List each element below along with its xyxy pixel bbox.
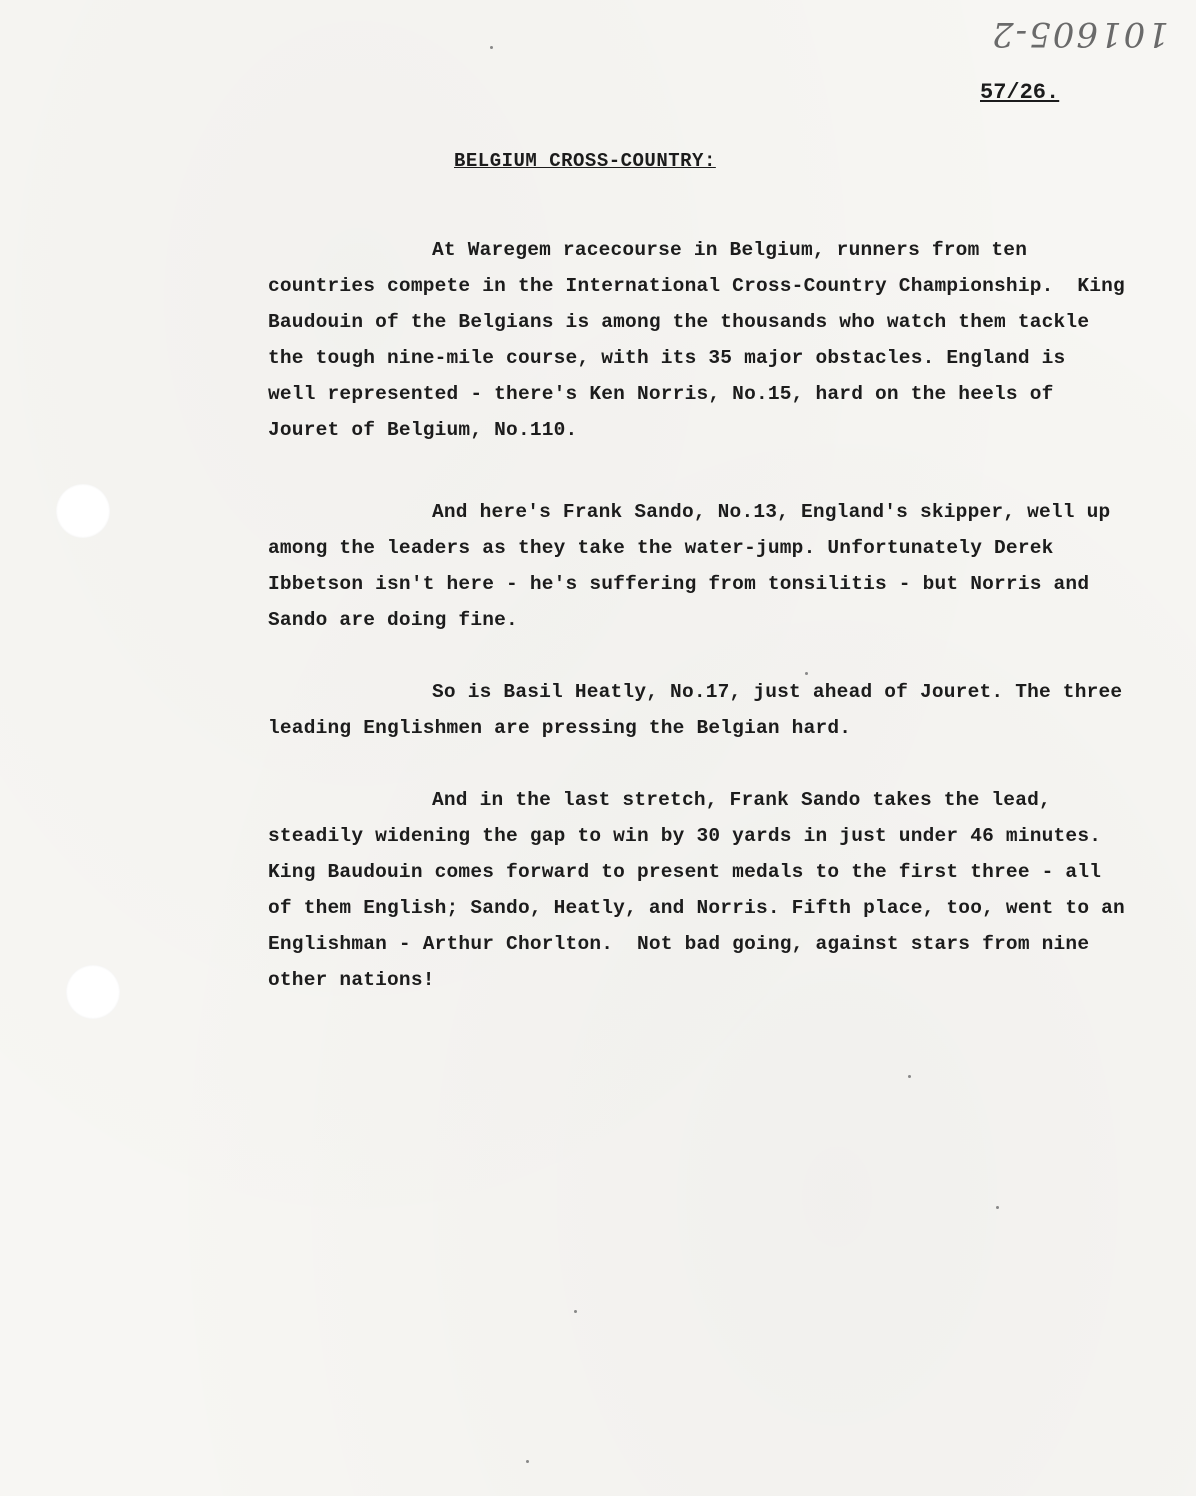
text-line: At Waregem racecourse in Belgium, runners from ten — [432, 239, 1028, 261]
punch-hole — [56, 484, 110, 538]
speck — [996, 1206, 999, 1209]
speck — [526, 1460, 529, 1463]
text-line: countries compete in the International Cross-Country Championship. King — [268, 275, 1125, 297]
text-line: King Baudouin comes forward to present medals to the first three - all — [268, 861, 1102, 883]
text-line: leading Englishmen are pressing the Belgian hard. — [268, 717, 852, 739]
paragraph-3 — [268, 674, 1148, 746]
text-line: And in the last stretch, Frank Sando takes the lead, — [432, 789, 1051, 811]
text-line: And here's Frank Sando, No.13, England's skipper, well up — [432, 501, 1111, 523]
text-line: other nations! — [268, 969, 435, 991]
text-line: Ibbetson isn't here - he's suffering from tonsilitis - but Norris and — [268, 573, 1090, 595]
speck — [908, 1075, 911, 1078]
text-line: Englishman - Arthur Chorlton. Not bad going, against stars from nine — [268, 933, 1090, 955]
text-line: Jouret of Belgium, No.110. — [268, 419, 578, 441]
paragraph-4 — [268, 782, 1148, 998]
speck — [490, 46, 493, 49]
text-line: So is Basil Heatly, No.17, just ahead of Jouret. The three — [432, 681, 1123, 703]
speck — [574, 1310, 577, 1313]
handwritten-reference: 101605-2 — [990, 14, 1169, 54]
text-line: among the leaders as they take the water-jump. Unfortunately Derek — [268, 537, 1054, 559]
text-line: well represented - there's Ken Norris, No.15, hard on the heels of — [268, 383, 1054, 405]
document-title: BELGIUM CROSS-COUNTRY: — [454, 150, 716, 172]
punch-hole — [66, 965, 120, 1019]
paragraph-1 — [268, 232, 1148, 448]
text-line: steadily widening the gap to win by 30 yards in just under 46 minutes. — [268, 825, 1102, 847]
text-line: the tough nine-mile course, with its 35 major obstacles. England is — [268, 347, 1066, 369]
reference-number: 57/26. — [980, 80, 1060, 105]
text-line: Sando are doing fine. — [268, 609, 518, 631]
text-line: of them English; Sando, Heatly, and Norris. Fifth place, too, went to an — [268, 897, 1125, 919]
text-line: Baudouin of the Belgians is among the thousands who watch them tackle — [268, 311, 1090, 333]
paragraph-2 — [268, 494, 1148, 638]
